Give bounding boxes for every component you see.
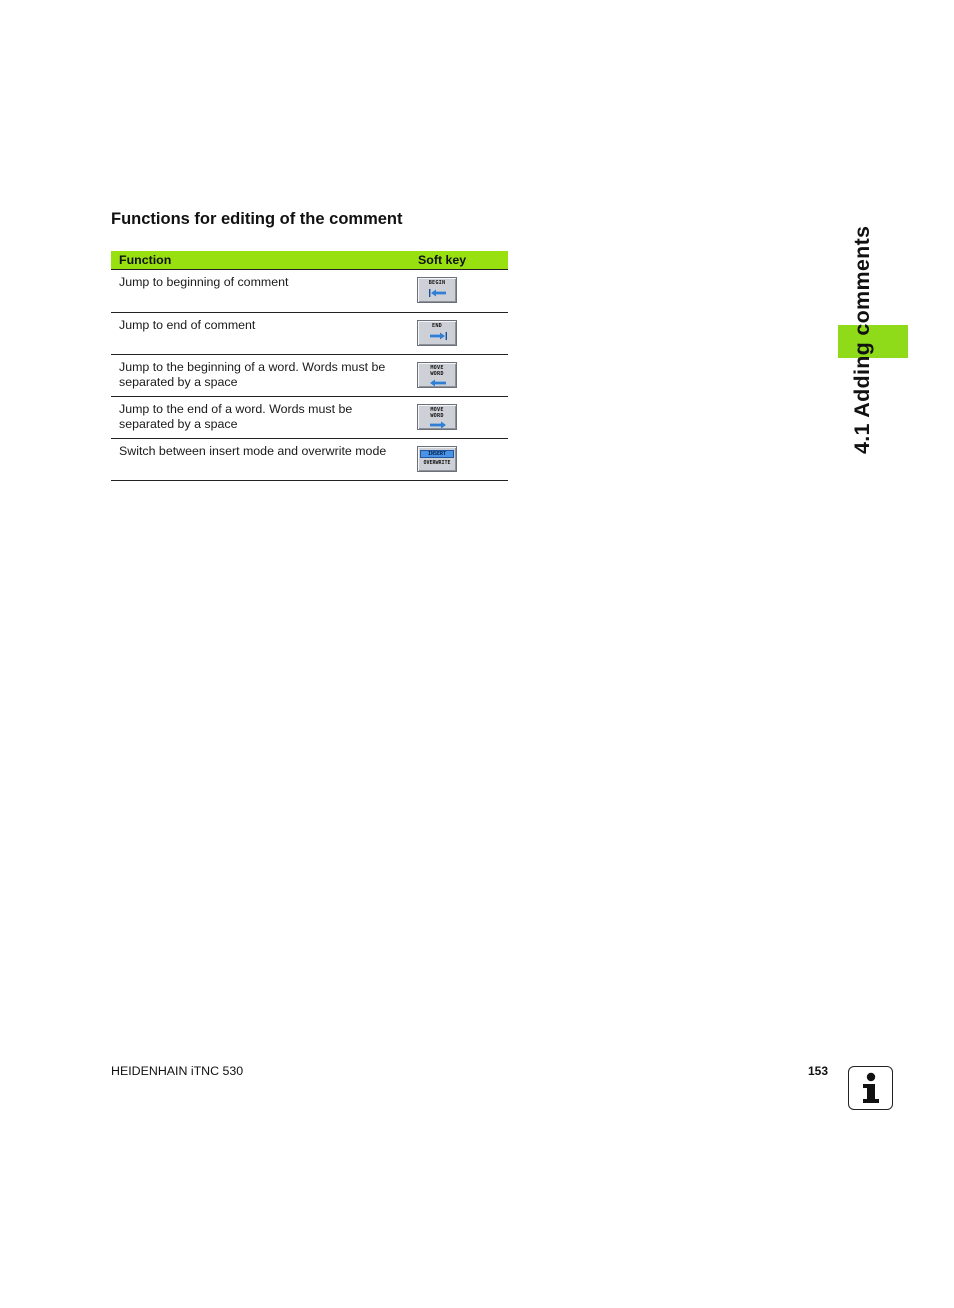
insert-overwrite-icon: INSERT [420,450,454,458]
row-description: Jump to end of comment [119,318,256,332]
row-description: Jump to the end of a word. Words must be separated by a space [119,402,353,431]
page-number: 153 [808,1064,829,1078]
table-row [111,270,508,313]
softkey-move-word-right[interactable] [417,404,457,430]
begin-arrow-left-icon [429,289,447,297]
row-description: Switch between insert mode and overwrite mode [119,444,387,458]
softkey-label: WORD [430,413,444,419]
softkey-label: MOVE [430,407,444,413]
table-row [111,313,508,355]
table-row [111,439,508,481]
section-heading: Functions for editing of the comment [111,210,403,228]
softkey-label: WORD [430,371,444,377]
header-softkey: Soft key [414,251,508,270]
footer-product: HEIDENHAIN iTNC 530 [111,1064,244,1078]
row-description: Jump to beginning of comment [119,275,289,289]
softkey-end[interactable] [417,320,457,346]
softkey-label: END [432,323,442,329]
table-header-row [111,251,508,270]
header-function: Function [111,251,414,270]
softkey-insert-overwrite[interactable] [417,446,457,472]
softkey-move-word-left[interactable] [417,362,457,388]
end-arrow-right-icon [429,332,447,340]
chapter-title: 4.1 Adding comments [850,225,874,454]
table-row [111,355,508,397]
row-description: Jump to the beginning of a word. Words must be separated by a space [119,360,386,389]
softkey-begin[interactable] [417,277,457,303]
table-row [111,397,508,439]
move-word-right-icon [429,421,447,429]
move-word-left-icon [429,379,447,387]
info-icon [848,1066,893,1110]
functions-table [111,251,508,481]
softkey-label: OVERWRITE [423,460,451,466]
softkey-label: BEGIN [428,280,446,286]
softkey-label: MOVE [430,365,444,371]
